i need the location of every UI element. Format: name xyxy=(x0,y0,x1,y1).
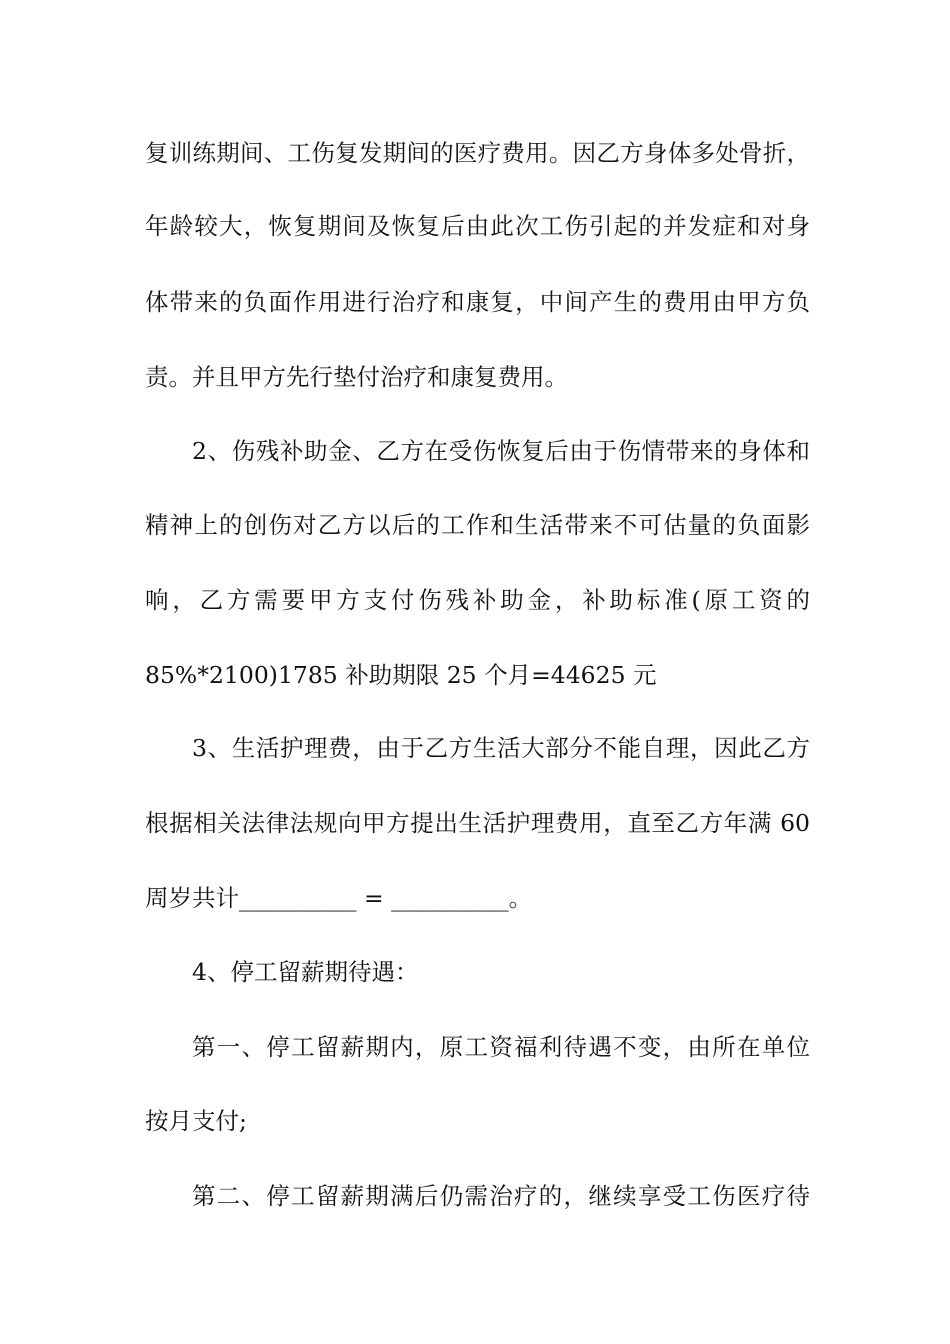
text-line-3: 体带来的负面作用进行治疗和康复，中间产生的费用由甲方负 xyxy=(145,288,810,316)
text-line-5: 2、伤残补助金、乙方在受伤恢复后由于伤情带来的身体和 xyxy=(192,437,810,465)
text-line-13: 第一、停工留薪期内，原工资福利待遇不变，由所在单位 xyxy=(192,1033,810,1061)
text-line-4: 责。并且甲方先行垫付治疗和康复费用。 xyxy=(145,363,568,391)
text-line-14: 按月支付; xyxy=(145,1107,247,1135)
text-line-2: 年龄较大，恢复期间及恢复后由此次工伤引起的并发症和对身 xyxy=(145,212,810,240)
text-line-15: 第二、停工留薪期满后仍需治疗的，继续享受工伤医疗待 xyxy=(192,1182,810,1210)
text-line-11: 周岁共计__________ = __________。 xyxy=(145,884,533,912)
text-line-12: 4、停工留薪期待遇： xyxy=(192,958,419,986)
text-line-6: 精神上的创伤对乙方以后的工作和生活带来不可估量的负面影 xyxy=(145,511,810,539)
text-line-9: 3、生活护理费，由于乙方生活大部分不能自理，因此乙方 xyxy=(192,734,810,762)
text-line-10: 根据相关法律法规向甲方提出生活护理费用，直至乙方年满 60 xyxy=(145,809,810,837)
text-line-8: 85%*2100)1785 补助期限 25 个月=44625 元 xyxy=(145,661,657,689)
text-line-7: 响，乙方需要甲方支付伤残补助金，补助标准(原工资的 xyxy=(145,586,810,614)
text-line-1: 复训练期间、工伤复发期间的医疗费用。因乙方身体多处骨折， xyxy=(145,139,810,167)
